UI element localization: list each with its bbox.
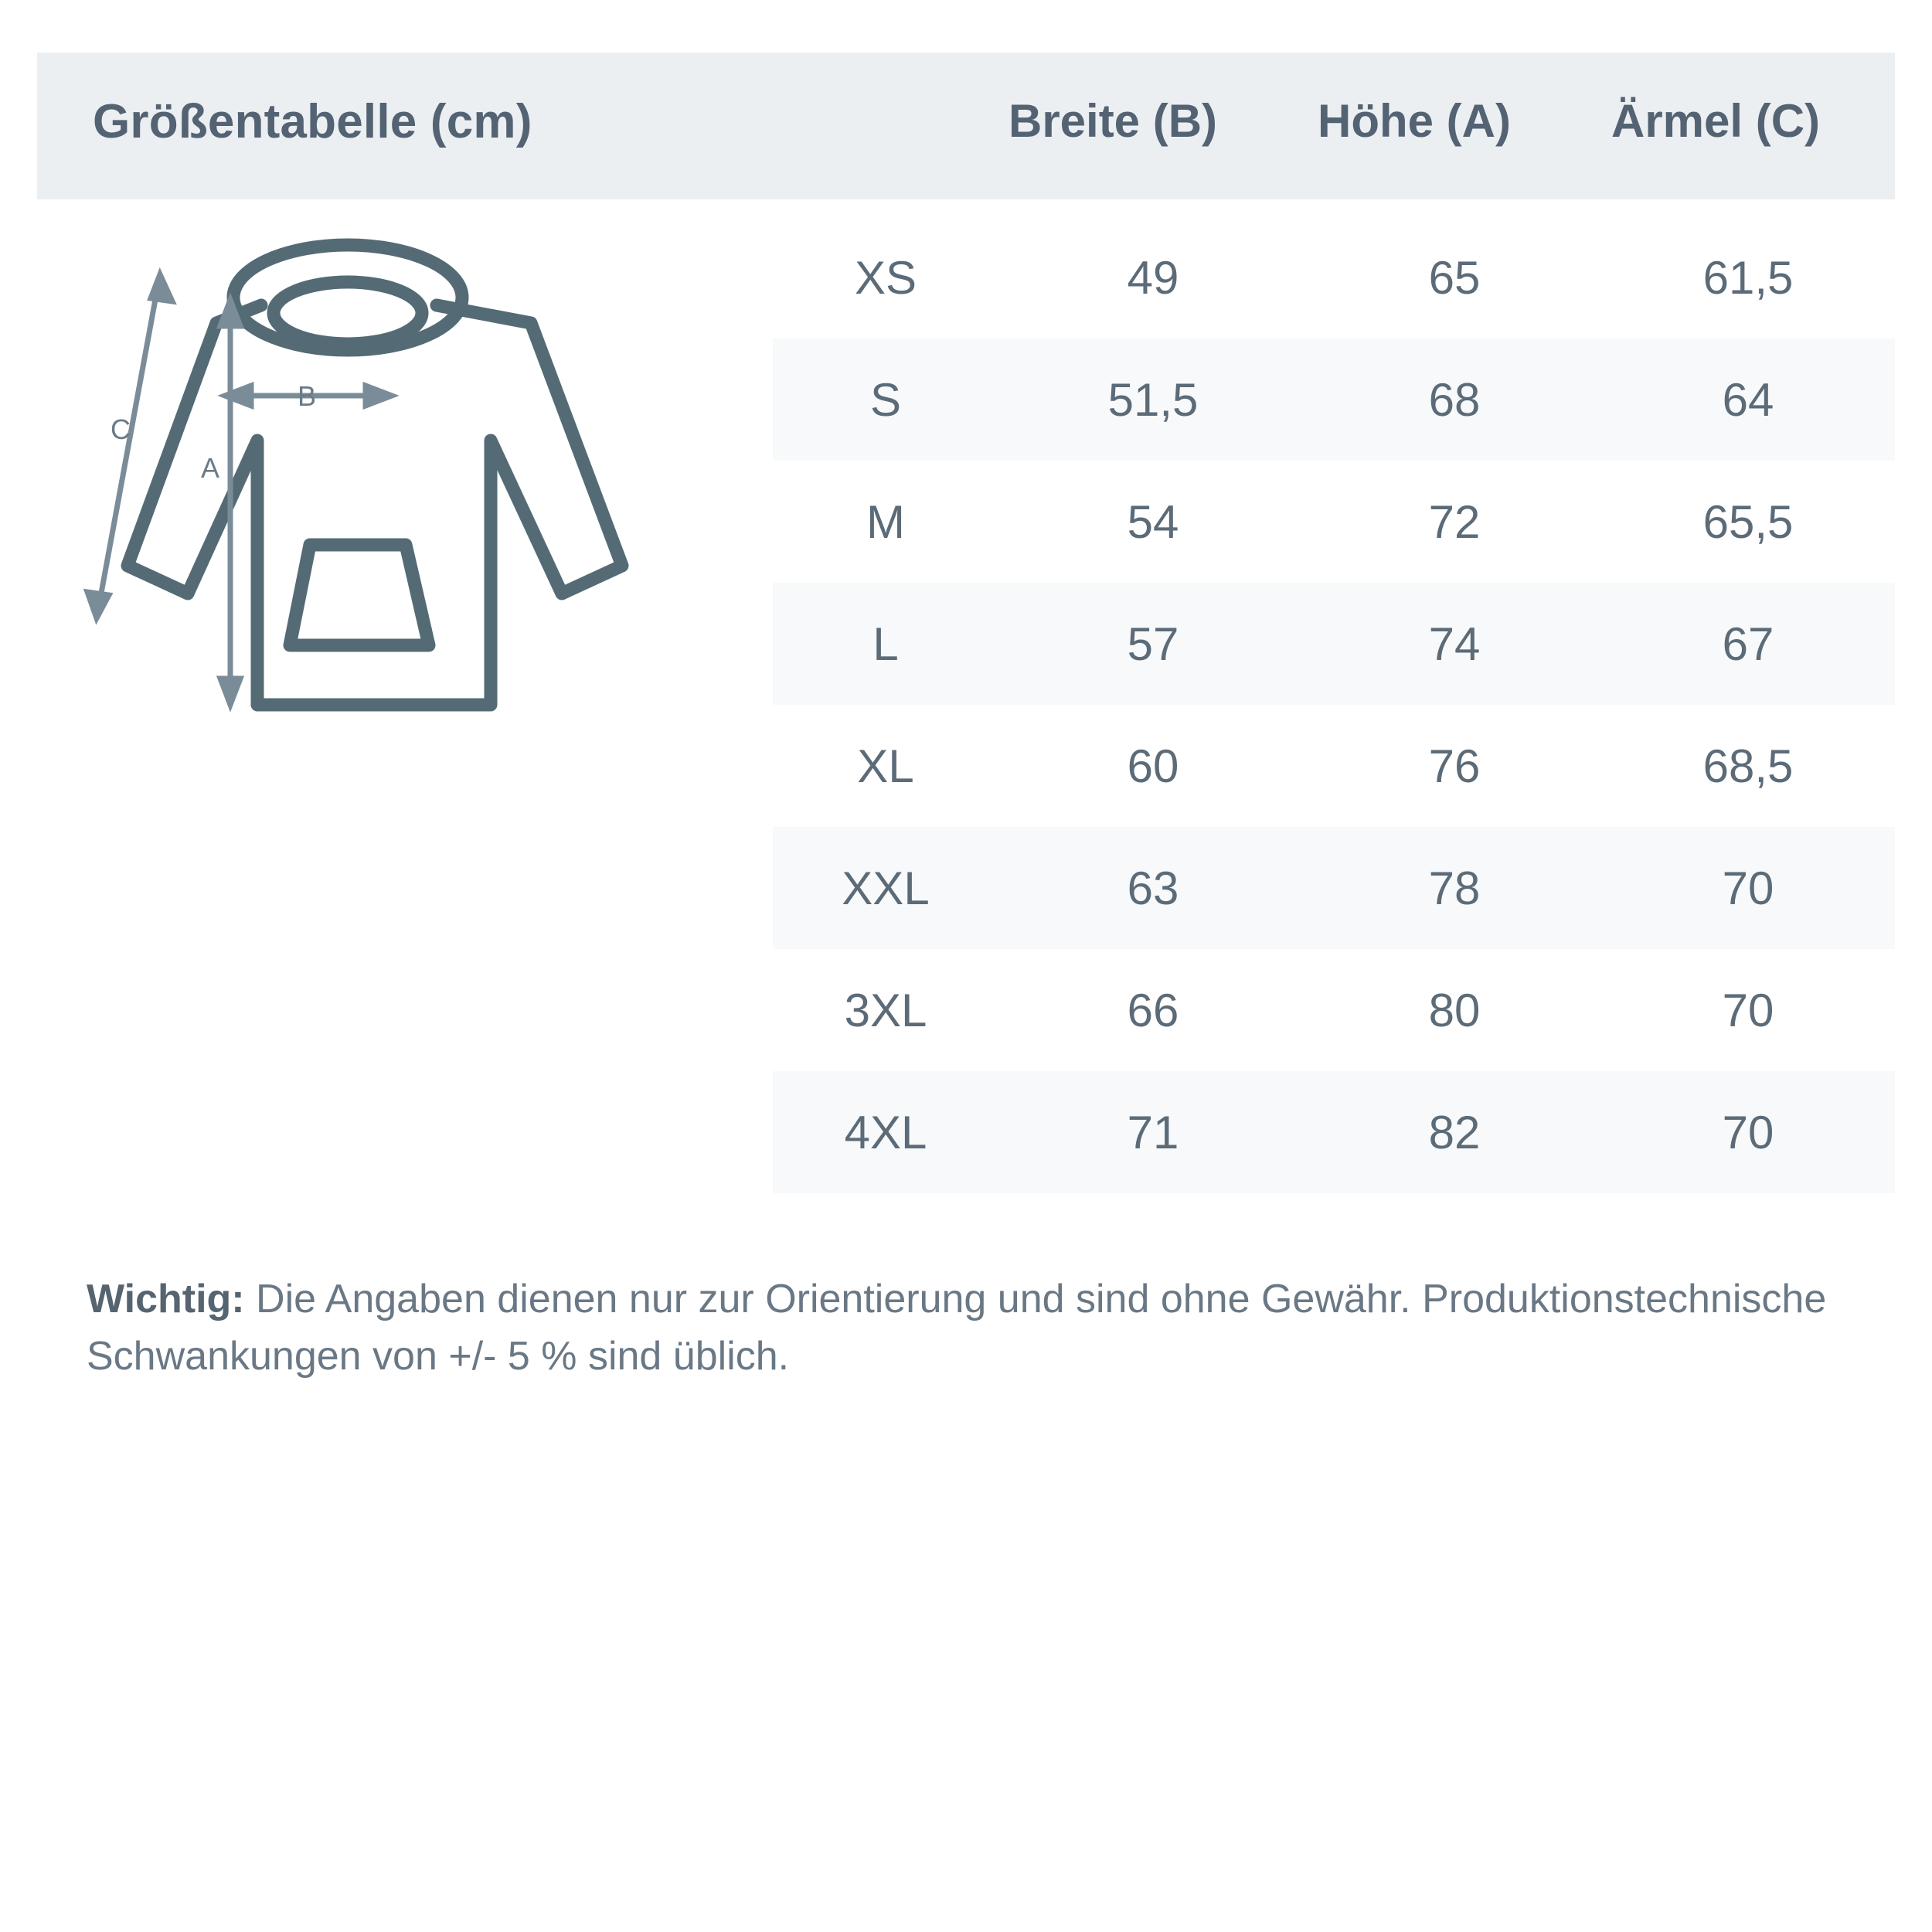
cell-breite: 51,5: [1107, 373, 1199, 426]
table-row: [773, 949, 1895, 1071]
cell-breite: 57: [1127, 617, 1179, 670]
cell-breite: 54: [1127, 495, 1179, 548]
table-row: [773, 216, 1895, 338]
cell-size: S: [869, 373, 902, 426]
disclaimer-note: [87, 1271, 1864, 1386]
cell-hoehe: 82: [1428, 1106, 1481, 1158]
cell-aermel: 67: [1722, 617, 1774, 670]
cell-aermel: 65,5: [1702, 495, 1794, 548]
table-row: [773, 461, 1895, 583]
cell-size: XL: [857, 740, 914, 792]
table-row: [773, 338, 1895, 461]
hoodie-measurement-diagram: [73, 232, 769, 850]
column-header-aermel: Ärmel (C): [1611, 95, 1821, 147]
table-row: [773, 1071, 1895, 1193]
cell-size: 4XL: [844, 1106, 927, 1158]
cell-aermel: 64: [1722, 373, 1774, 426]
cell-aermel: 70: [1722, 862, 1774, 914]
disclaimer-label: Wichtig:: [87, 1277, 245, 1321]
table-row: [773, 827, 1895, 949]
cell-aermel: 70: [1722, 1106, 1774, 1158]
cell-aermel: 61,5: [1702, 251, 1794, 304]
cell-hoehe: 80: [1428, 984, 1481, 1036]
column-header-breite: Breite (B): [1008, 95, 1218, 147]
cell-breite: 66: [1127, 984, 1179, 1036]
cell-hoehe: 68: [1428, 373, 1481, 426]
column-headers: [958, 94, 1870, 148]
cell-size: 3XL: [844, 984, 927, 1036]
cell-size: XXL: [842, 862, 930, 914]
column-header-hoehe: Höhe (A): [1318, 95, 1511, 147]
cell-breite: 60: [1127, 740, 1179, 792]
table-row: [773, 705, 1895, 827]
cell-aermel: 68,5: [1702, 740, 1794, 792]
cell-breite: 63: [1127, 862, 1179, 914]
diagram-label-b: B: [298, 380, 317, 412]
cell-hoehe: 72: [1428, 495, 1481, 548]
cell-size: L: [872, 617, 899, 670]
table-row: [773, 583, 1895, 705]
cell-hoehe: 74: [1428, 617, 1481, 670]
cell-breite: 71: [1127, 1106, 1179, 1158]
diagram-label-c: C: [111, 413, 131, 445]
disclaimer-text: Die Angaben dienen nur zur Orientierung und sind ohne Gewähr. Produktionstechnische Schwankungen von +/- 5 % sind üblich.: [87, 1277, 1827, 1379]
cell-size: XS: [854, 251, 917, 304]
diagram-label-a: A: [201, 452, 220, 484]
size-table: [773, 216, 1895, 1193]
cell-size: M: [866, 495, 905, 548]
cell-hoehe: 65: [1428, 251, 1481, 304]
cell-hoehe: 76: [1428, 740, 1481, 792]
cell-breite: 49: [1127, 251, 1179, 304]
cell-aermel: 70: [1722, 984, 1774, 1036]
page-title: Größentabelle (cm): [93, 95, 532, 148]
cell-hoehe: 78: [1428, 862, 1481, 914]
